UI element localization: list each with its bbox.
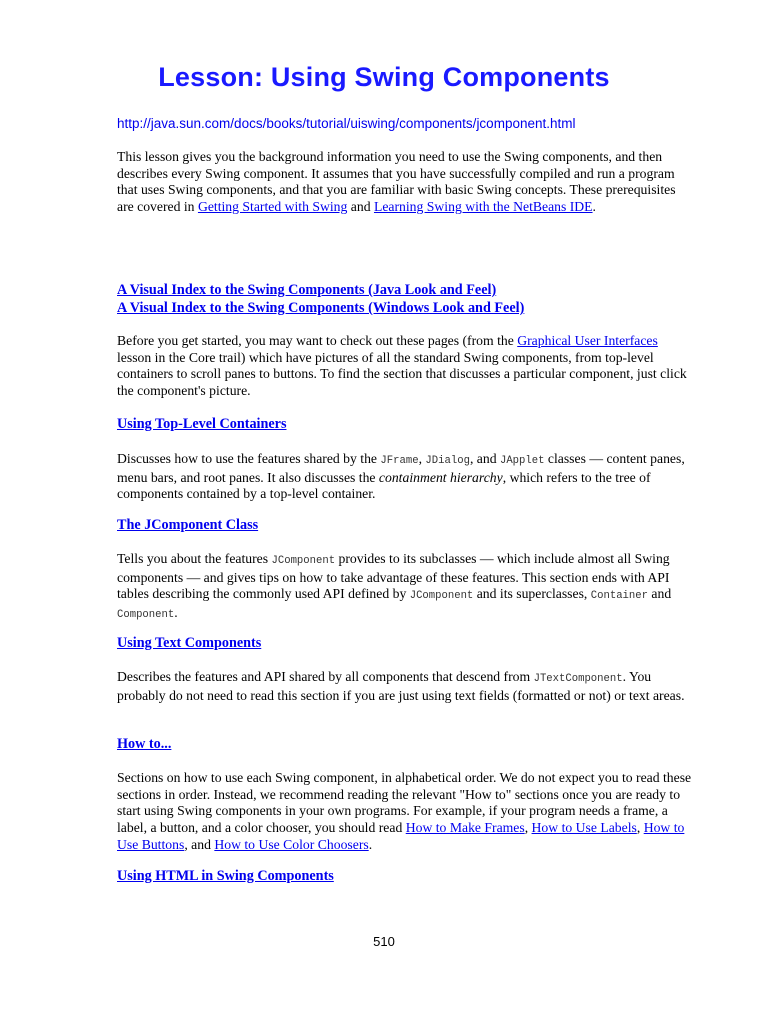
how-to-make-frames-link[interactable]: How to Make Frames bbox=[405, 820, 525, 836]
jframe-code: JFrame bbox=[380, 455, 419, 467]
jcomponent-code: JComponent bbox=[271, 555, 336, 567]
how-to-use-buttons-link[interactable]: How to Use Buttons bbox=[117, 820, 685, 852]
getting-started-link[interactable]: Getting Started with Swing bbox=[197, 199, 348, 215]
how-to-use-color-choosers-link[interactable]: How to Use Color Choosers bbox=[214, 836, 369, 852]
how-to-use-labels-link[interactable]: How to Use Labels bbox=[531, 820, 637, 836]
how-to-link[interactable]: How to... bbox=[117, 736, 172, 752]
visual-index-java-link[interactable]: A Visual Index to the Swing Components (Java Look and Feel) bbox=[117, 282, 497, 298]
visual-index-windows-link[interactable]: A Visual Index to the Swing Components (Windows Look and Feel) bbox=[117, 300, 525, 316]
html-in-swing-link[interactable]: Using HTML in Swing Components bbox=[117, 868, 334, 884]
jcomponent-class-link[interactable]: The JComponent Class bbox=[117, 517, 259, 533]
text-components-paragraph: Describes the features and API shared by all components that descend from JTextComponent. You probably do not need to read this section if you are just using text fields (formatted or not) or text areas. bbox=[117, 669, 685, 703]
page-title: Lesson: Using Swing Components bbox=[158, 62, 610, 92]
container-code: Container bbox=[590, 590, 648, 603]
containment-hierarchy-term: containment hierarchy bbox=[378, 469, 503, 485]
gui-link[interactable]: Graphical User Interfaces bbox=[517, 333, 658, 348]
jcomponent-code: JComponent bbox=[409, 590, 474, 603]
jdialog-code: JDialog bbox=[425, 455, 470, 467]
source-url: http://java.sun.com/docs/books/tutorial/uiswing/components/jcomponent.html bbox=[117, 116, 576, 131]
page-number: 510 bbox=[373, 934, 395, 949]
jtextcomponent-code: JTextComponent bbox=[533, 673, 623, 685]
intro-paragraph: This lesson gives you the background information you need to use the Swing components, and then describes every Swing component. It assumes that you have successfully compiled and run a program that uses Swing components, and that you are familiar with basic Swing concepts. These prerequisites are covered in Getting Started with Swing and Learning Swing with the NetBeans IDE. bbox=[117, 149, 676, 215]
top-level-paragraph: Discusses how to use the features shared by the JFrame, JDialog, and JApplet classes — content panes, menu bars, and root panes. It also discusses the containment hierarchy, which refers to the tree of components contained by a top-level container. bbox=[117, 451, 685, 502]
japplet-code: JApplet bbox=[499, 455, 545, 467]
before-paragraph: Before you get started, you may want to check out these pages (from the Graphical User Interfaces lesson in the Core trail) which have pictures of all the standard Swing components, from top-level containers to scroll panes to buttons. To find the section that discusses a particular component, just click the component's picture. bbox=[117, 333, 687, 399]
text-components-link[interactable]: Using Text Components bbox=[117, 635, 262, 651]
component-code: Component bbox=[117, 609, 175, 622]
how-to-paragraph: Sections on how to use each Swing component, in alphabetical order. We do not expect you to read these sections in order. Instead, we recommend reading the relevant "How to" sections once you are ready to start using Swing components in your own programs. For example, if your program needs a frame, a label, a button, and a color chooser, you should read How to Make Frames, How to Use Labels, How to Use Buttons, and How to Use Color Choosers. bbox=[117, 770, 692, 852]
learning-swing-netbeans-link[interactable]: Learning Swing with the NetBeans IDE bbox=[373, 199, 593, 215]
jcomponent-paragraph: Tells you about the features JComponent provides to its subclasses — which include almost all Swing components — and gives tips on how to take advantage of these features. This section ends with API tables describing the commonly used API defined by JComponent and its superclasses, Container and Component. bbox=[117, 551, 672, 622]
top-level-containers-link[interactable]: Using Top-Level Containers bbox=[117, 416, 287, 432]
